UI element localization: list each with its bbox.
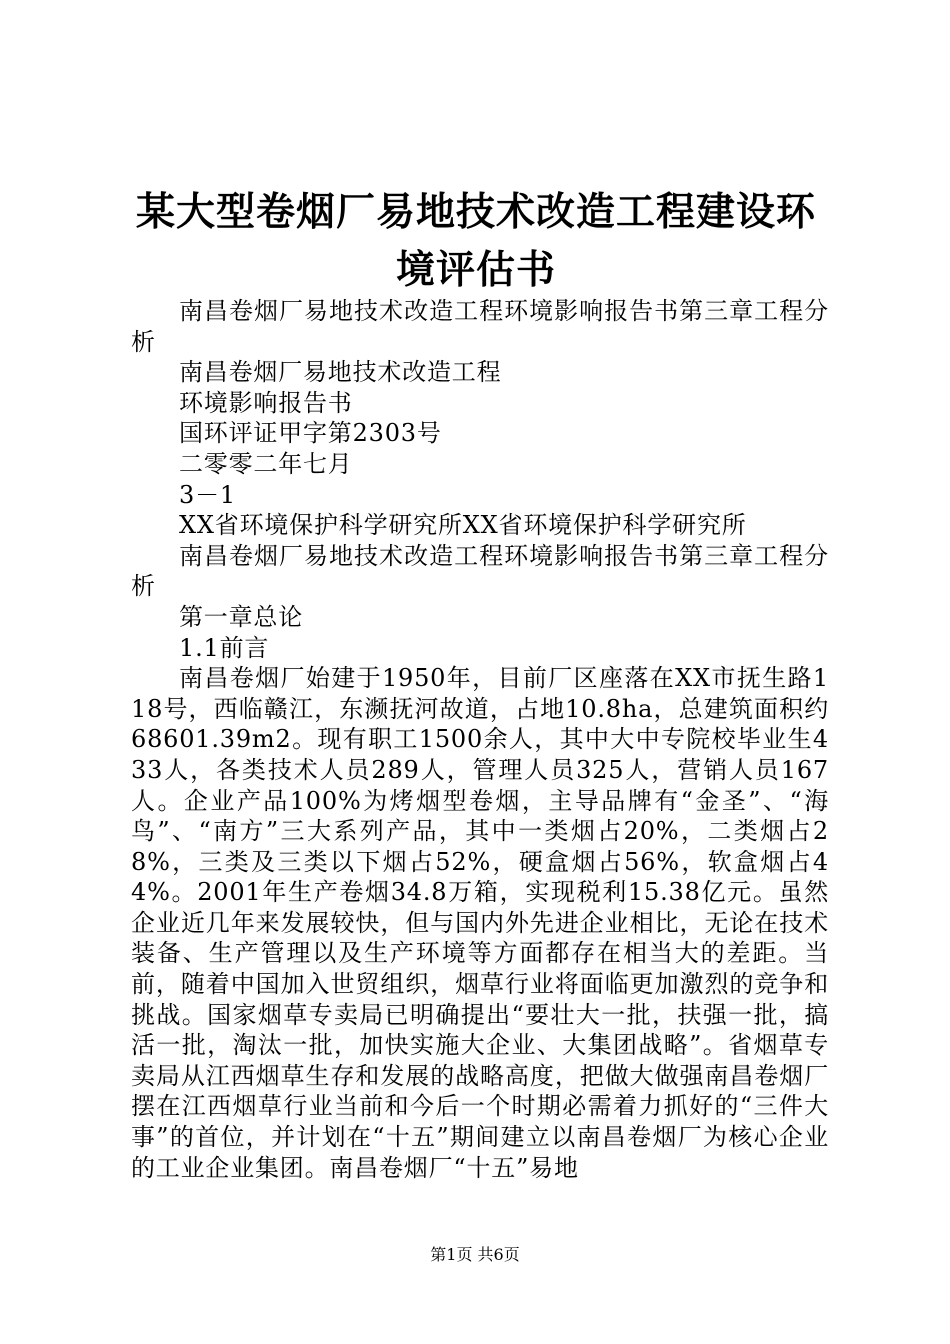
paragraph-chapter-heading: 第一章总论 — [179, 602, 303, 631]
paragraph-project-name: 南昌卷烟厂易地技术改造工程 — [179, 358, 502, 387]
paragraph-report-header-repeat: 南昌卷烟厂易地技术改造工程环境影响报告书第三章工程分析 — [131, 541, 829, 601]
paragraph-report-type: 环境影响报告书 — [179, 388, 353, 417]
paragraph-section-heading: 1.1前言 — [179, 633, 270, 662]
paragraph-certificate-number: 国环评证甲字第2303号 — [179, 419, 442, 448]
document-title: 某大型卷烟厂易地技术改造工程建设环境评估书 — [135, 189, 816, 293]
paragraph-body-text: 南昌卷烟厂始建于1950年，目前厂区座落在XX市抚生路118号，西临赣江，东濒抚河故道，占地10.8ha，总建筑面积约68601.39m2。现有职工1500余人，其中大中专院校毕业生433人，各类技术人员289人，管理人员325人，营销人员167人。企业产品100%为烤烟型卷烟，主导品牌有“金圣”、“海鸟”、“南方”三大系列产品，其中一类烟占20%，二类烟占28%，三类及三类以下烟占52%，硬盒烟占56%，软盒烟占44%。2001年生产卷烟34.8万箱，实现税利15.38亿元。虽然企业近几年来发展较快，但与国内外先进企业相比，无论在技术装备、生产管理以及生产环境等方面都存在相当大的差距。当前，随着中国加入世贸组织，烟草行业将面临更加激烈的竞争和挑战。国家烟草专卖局已明确提出“要壮大一批，扶强一批，搞活一批，淘汰一批，加快实施大企业、大集团战略”。省烟草专卖局从江西烟草生存和发展的战略高度，把做大做强南昌卷烟厂摆在江西烟草行业当前和今后一个时期必需着力抓好的“三件大事”的首位，并计划在“十五”期间建立以南昌卷烟厂为核心企业的工业企业集团。南昌卷烟厂“十五”易地 — [131, 664, 829, 1182]
paragraph-section-number: 3－1 — [179, 480, 236, 509]
paragraph-report-header: 南昌卷烟厂易地技术改造工程环境影响报告书第三章工程分析 — [131, 297, 829, 356]
paragraph-date: 二零零二年七月 — [179, 449, 353, 478]
document-body — [131, 296, 829, 1183]
page-footer: 第1页 共6页 — [430, 1245, 520, 1264]
paragraph-institute: XX省环境保护科学研究所XX省环境保护科学研究所 — [179, 511, 747, 540]
